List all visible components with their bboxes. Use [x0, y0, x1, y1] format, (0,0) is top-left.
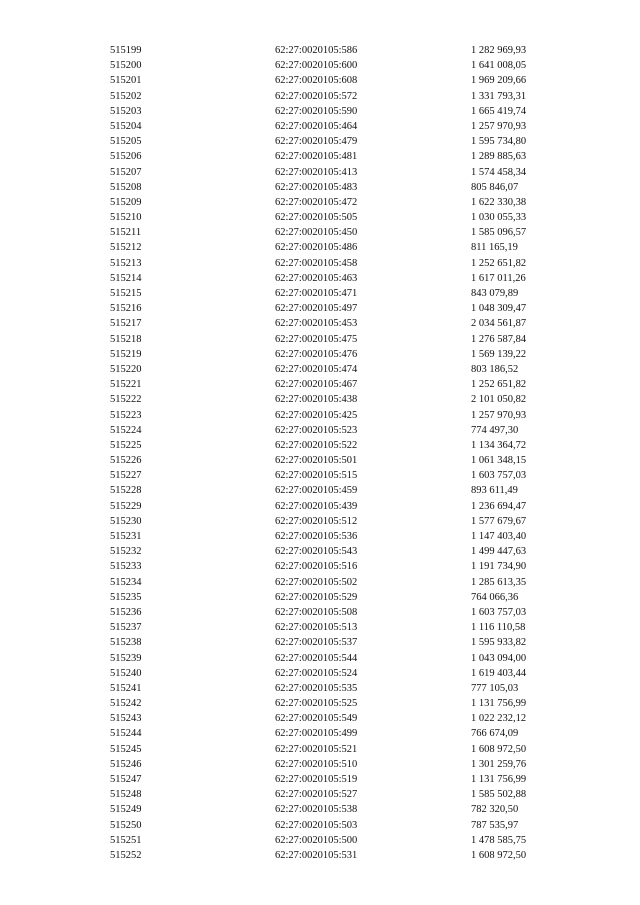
cadastral-value: 774 497,30 [471, 424, 519, 436]
table-row [0, 711, 640, 726]
table-row [0, 514, 640, 529]
table-row [0, 453, 640, 468]
cadastral-number: 62:27:0020105:508 [275, 606, 358, 618]
table-row [0, 605, 640, 620]
cadastral-number: 62:27:0020105:474 [275, 363, 358, 375]
table-row [0, 347, 640, 362]
cadastral-value: 1 499 447,63 [471, 546, 527, 558]
cadastral-number: 62:27:0020105:522 [275, 439, 358, 451]
cadastral-value: 1 622 330,38 [471, 196, 527, 208]
record-number: 515210 [110, 212, 142, 224]
cadastral-number: 62:27:0020105:486 [275, 242, 358, 254]
record-number: 515218 [110, 333, 142, 345]
cadastral-number: 62:27:0020105:438 [275, 394, 358, 406]
record-number: 515245 [110, 743, 142, 755]
table-row [0, 848, 640, 863]
table-row [0, 301, 640, 316]
cadastral-number: 62:27:0020105:524 [275, 667, 358, 679]
cadastral-value: 893 611,49 [471, 485, 518, 497]
cadastral-number: 62:27:0020105:499 [275, 728, 358, 740]
record-number: 515247 [110, 774, 142, 785]
cadastral-value: 843 079,89 [471, 288, 519, 299]
cadastral-value: 1 061 348,15 [471, 455, 527, 467]
cadastral-value: 777 105,03 [471, 682, 519, 694]
table-row [0, 802, 640, 817]
table-row [0, 544, 640, 559]
record-number: 515214 [110, 272, 142, 284]
cadastral-value: 1 301 259,76 [471, 758, 527, 770]
cadastral-number: 62:27:0020105:472 [275, 196, 358, 208]
table-row [0, 332, 640, 347]
cadastral-value: 766 674,09 [471, 728, 519, 740]
cadastral-value: 2 034 561,87 [471, 318, 527, 330]
cadastral-number: 62:27:0020105:510 [275, 758, 358, 770]
table-row [0, 180, 640, 195]
data-table [0, 43, 640, 863]
cadastral-number: 62:27:0020105:515 [275, 470, 358, 482]
record-number: 515216 [110, 303, 142, 315]
table-row [0, 58, 640, 73]
cadastral-number: 62:27:0020105:475 [275, 333, 358, 345]
cadastral-value: 803 186,52 [471, 363, 519, 375]
cadastral-number: 62:27:0020105:450 [275, 227, 358, 239]
cadastral-value: 1 595 933,82 [471, 637, 527, 649]
table-row [0, 681, 640, 696]
table-row [0, 104, 640, 119]
record-number: 515251 [110, 834, 142, 846]
record-number: 515220 [110, 363, 142, 375]
table-row [0, 377, 640, 392]
cadastral-number: 62:27:0020105:537 [275, 637, 358, 649]
cadastral-number: 62:27:0020105:525 [275, 698, 358, 710]
record-number: 515209 [110, 196, 142, 208]
table-row [0, 651, 640, 666]
cadastral-value: 1 134 364,72 [471, 439, 527, 451]
record-number: 515224 [110, 424, 142, 436]
record-number: 515239 [110, 652, 142, 664]
cadastral-value: 805 846,07 [471, 181, 519, 193]
table-row [0, 499, 640, 514]
cadastral-number: 62:27:0020105:476 [275, 348, 358, 360]
record-number: 515249 [110, 804, 142, 816]
record-number: 515252 [110, 849, 142, 861]
record-number: 515208 [110, 181, 142, 193]
table-row [0, 43, 640, 58]
cadastral-value: 1 665 419,74 [471, 105, 527, 117]
cadastral-number: 62:27:0020105:464 [275, 120, 358, 132]
table-row [0, 620, 640, 635]
table-row [0, 392, 640, 407]
record-number: 515211 [110, 227, 142, 239]
cadastral-value: 1 617 011,26 [471, 272, 526, 284]
record-number: 515200 [110, 60, 142, 72]
record-number: 515228 [110, 485, 142, 497]
table-row [0, 362, 640, 377]
table-row [0, 575, 640, 590]
cadastral-number: 62:27:0020105:529 [275, 591, 358, 603]
record-number: 515199 [110, 45, 142, 56]
table-row [0, 529, 640, 544]
record-number: 515246 [110, 758, 142, 770]
record-number: 515236 [110, 606, 142, 618]
cadastral-number: 62:27:0020105:481 [275, 151, 358, 163]
record-number: 515233 [110, 561, 142, 573]
table-row [0, 726, 640, 741]
record-number: 515237 [110, 622, 142, 634]
table-row [0, 559, 640, 574]
cadastral-number: 62:27:0020105:459 [275, 485, 358, 497]
record-number: 515205 [110, 136, 142, 148]
cadastral-value: 764 066,36 [471, 591, 519, 603]
record-number: 515241 [110, 682, 142, 694]
table-row [0, 590, 640, 605]
cadastral-number: 62:27:0020105:501 [275, 455, 358, 467]
cadastral-number: 62:27:0020105:608 [275, 75, 358, 87]
record-number: 515232 [110, 546, 142, 558]
table-row [0, 483, 640, 498]
cadastral-value: 1 252 651,82 [471, 379, 527, 391]
cadastral-value: 1 569 139,22 [471, 348, 527, 360]
record-number: 515244 [110, 728, 142, 740]
cadastral-value: 1 131 756,99 [471, 698, 527, 710]
cadastral-number: 62:27:0020105:543 [275, 546, 358, 558]
cadastral-value: 1 603 757,03 [471, 470, 527, 482]
record-number: 515202 [110, 90, 142, 102]
cadastral-value: 1 585 096,57 [471, 227, 527, 239]
cadastral-value: 2 101 050,82 [471, 394, 527, 406]
table-row [0, 73, 640, 88]
cadastral-value: 1 257 970,93 [471, 120, 527, 132]
table-row [0, 772, 640, 787]
table-row [0, 438, 640, 453]
cadastral-number: 62:27:0020105:527 [275, 789, 358, 801]
cadastral-value: 1 608 972,50 [471, 743, 527, 755]
cadastral-number: 62:27:0020105:531 [275, 849, 358, 861]
cadastral-number: 62:27:0020105:463 [275, 272, 358, 284]
table-row [0, 240, 640, 255]
cadastral-value: 1 603 757,03 [471, 606, 527, 618]
record-number: 515235 [110, 591, 142, 603]
record-number: 515221 [110, 379, 142, 391]
record-number: 515222 [110, 394, 142, 406]
cadastral-number: 62:27:0020105:502 [275, 576, 358, 588]
cadastral-number: 62:27:0020105:458 [275, 257, 358, 269]
cadastral-number: 62:27:0020105:497 [275, 303, 358, 315]
record-number: 515227 [110, 470, 142, 482]
table-row [0, 89, 640, 104]
table-row [0, 696, 640, 711]
table-row [0, 423, 640, 438]
record-number: 515213 [110, 257, 142, 269]
record-number: 515231 [110, 531, 142, 542]
record-number: 515203 [110, 105, 142, 117]
record-number: 515230 [110, 515, 142, 527]
record-number: 515223 [110, 409, 142, 421]
cadastral-value: 1 043 094,00 [471, 652, 527, 664]
cadastral-value: 1 252 651,82 [471, 257, 527, 269]
record-number: 515215 [110, 288, 142, 299]
cadastral-number: 62:27:0020105:479 [275, 136, 358, 148]
record-number: 515240 [110, 667, 142, 679]
record-number: 515234 [110, 576, 142, 588]
table-row [0, 210, 640, 225]
cadastral-number: 62:27:0020105:572 [275, 90, 358, 102]
cadastral-value: 1 022 232,12 [471, 713, 527, 725]
table-row [0, 119, 640, 134]
cadastral-value: 782 320,50 [471, 804, 519, 816]
cadastral-number: 62:27:0020105:538 [275, 804, 358, 816]
cadastral-value: 1 574 458,34 [471, 166, 527, 178]
record-number: 515212 [110, 242, 142, 254]
cadastral-number: 62:27:0020105:439 [275, 500, 358, 512]
cadastral-value: 1 030 055,33 [471, 212, 527, 224]
table-row [0, 408, 640, 423]
record-number: 515248 [110, 789, 142, 801]
cadastral-number: 62:27:0020105:467 [275, 379, 358, 391]
cadastral-value: 1 236 694,47 [471, 500, 527, 512]
table-row [0, 635, 640, 650]
record-number: 515238 [110, 637, 142, 649]
record-number: 515225 [110, 439, 142, 451]
table-row [0, 742, 640, 757]
record-number: 515217 [110, 318, 142, 330]
table-row [0, 286, 640, 301]
record-number: 515206 [110, 151, 142, 163]
record-number: 515243 [110, 713, 142, 725]
table-row [0, 757, 640, 772]
record-number: 515229 [110, 500, 142, 512]
cadastral-value: 1 608 972,50 [471, 849, 527, 861]
cadastral-value: 1 289 885,63 [471, 151, 527, 163]
cadastral-value: 1 595 734,80 [471, 136, 527, 148]
cadastral-value: 1 147 403,40 [471, 531, 527, 542]
table-row [0, 666, 640, 681]
cadastral-number: 62:27:0020105:536 [275, 531, 358, 542]
cadastral-value: 1 131 756,99 [471, 774, 527, 785]
cadastral-number: 62:27:0020105:505 [275, 212, 358, 224]
cadastral-number: 62:27:0020105:513 [275, 622, 358, 634]
cadastral-value: 1 257 970,93 [471, 409, 527, 421]
record-number: 515219 [110, 348, 142, 360]
cadastral-value: 1 619 403,44 [471, 667, 527, 679]
table-row [0, 833, 640, 848]
cadastral-number: 62:27:0020105:586 [275, 45, 358, 56]
cadastral-number: 62:27:0020105:425 [275, 409, 358, 421]
cadastral-value: 1 969 209,66 [471, 75, 527, 87]
cadastral-number: 62:27:0020105:519 [275, 774, 358, 785]
cadastral-value: 1 585 502,88 [471, 789, 527, 801]
cadastral-number: 62:27:0020105:512 [275, 515, 358, 527]
table-row [0, 256, 640, 271]
cadastral-value: 787 535,97 [471, 819, 519, 831]
cadastral-number: 62:27:0020105:600 [275, 60, 358, 72]
cadastral-number: 62:27:0020105:521 [275, 743, 358, 755]
table-row [0, 316, 640, 331]
table-row [0, 225, 640, 240]
cadastral-value: 1 641 008,05 [471, 60, 527, 72]
cadastral-number: 62:27:0020105:523 [275, 424, 358, 436]
cadastral-number: 62:27:0020105:516 [275, 561, 358, 573]
table-row [0, 818, 640, 833]
cadastral-value: 1 285 613,35 [471, 576, 527, 588]
cadastral-value: 1 331 793,31 [471, 90, 527, 102]
table-row [0, 271, 640, 286]
cadastral-number: 62:27:0020105:549 [275, 713, 358, 725]
cadastral-value: 1 191 734,90 [471, 561, 527, 573]
table-row [0, 165, 640, 180]
cadastral-number: 62:27:0020105:535 [275, 682, 358, 694]
cadastral-value: 1 282 969,93 [471, 45, 527, 56]
cadastral-value: 1 577 679,67 [471, 515, 527, 527]
cadastral-number: 62:27:0020105:453 [275, 318, 358, 330]
record-number: 515242 [110, 698, 142, 710]
record-number: 515226 [110, 455, 142, 467]
cadastral-number: 62:27:0020105:471 [275, 288, 358, 299]
record-number: 515204 [110, 120, 142, 132]
cadastral-value: 1 276 587,84 [471, 333, 527, 345]
table-row [0, 787, 640, 802]
cadastral-value: 1 116 110,58 [471, 622, 526, 634]
cadastral-number: 62:27:0020105:544 [275, 652, 358, 664]
cadastral-number: 62:27:0020105:590 [275, 105, 358, 117]
cadastral-number: 62:27:0020105:483 [275, 181, 358, 193]
cadastral-number: 62:27:0020105:500 [275, 834, 358, 846]
table-row [0, 195, 640, 210]
cadastral-value: 1 048 309,47 [471, 303, 527, 315]
cadastral-value: 811 165,19 [471, 242, 518, 254]
record-number: 515250 [110, 819, 142, 831]
cadastral-value: 1 478 585,75 [471, 834, 527, 846]
table-row [0, 134, 640, 149]
table-row [0, 468, 640, 483]
cadastral-number: 62:27:0020105:413 [275, 166, 358, 178]
table-row [0, 149, 640, 164]
record-number: 515201 [110, 75, 142, 87]
record-number: 515207 [110, 166, 142, 178]
cadastral-number: 62:27:0020105:503 [275, 819, 358, 831]
